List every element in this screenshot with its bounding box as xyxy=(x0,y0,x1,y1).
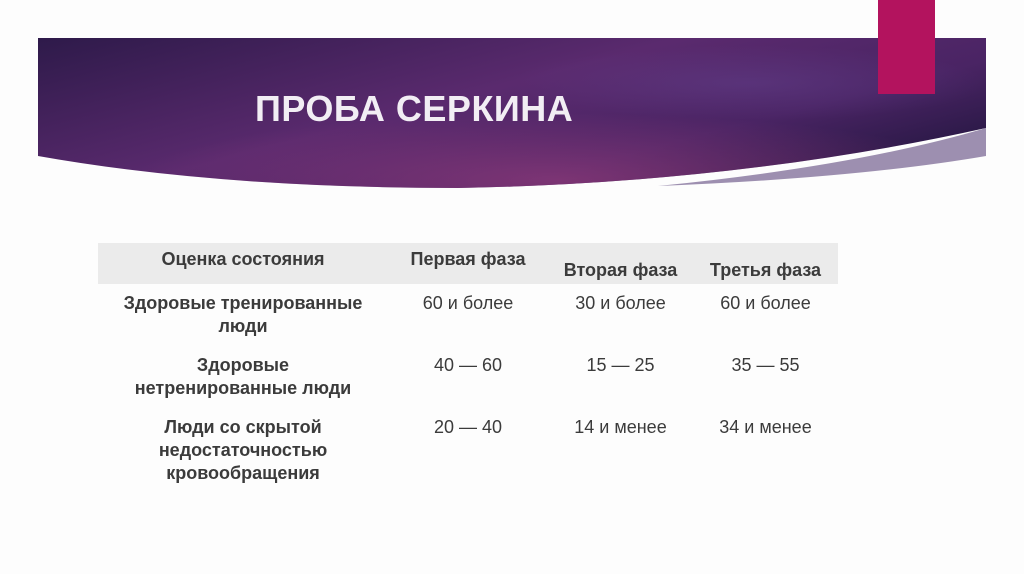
phase-1-value: 20 — 40 xyxy=(433,417,503,437)
table-row xyxy=(98,408,838,493)
serkin-test-table xyxy=(98,243,838,493)
row-label-line: нетренированные люди xyxy=(134,378,352,398)
phase-1-value: 60 и более xyxy=(422,293,514,313)
row-label xyxy=(98,408,388,493)
phase-2-value: 30 и более xyxy=(575,293,666,313)
row-label-line: недостаточностью xyxy=(158,440,328,460)
row-label-line: Люди со скрытой xyxy=(164,417,322,437)
accent-tab xyxy=(878,0,935,94)
table-header-row xyxy=(98,243,838,284)
header-phase-2: Вторая фаза xyxy=(563,260,678,280)
table-row xyxy=(98,284,838,346)
row-label xyxy=(98,284,388,346)
phase-2-value: 14 и менее xyxy=(574,417,667,437)
phase-3-value: 60 и более xyxy=(720,293,811,313)
phase-3-value: 34 и менее xyxy=(719,417,812,437)
row-label-line: люди xyxy=(218,316,268,336)
header-phase-3: Третья фаза xyxy=(709,260,822,280)
row-label-line: кровообращения xyxy=(166,463,320,483)
phase-2-value: 15 — 25 xyxy=(586,355,655,375)
results-table xyxy=(98,243,838,493)
phase-1-value: 40 — 60 xyxy=(433,355,503,375)
table-row xyxy=(98,346,838,408)
header-condition: Оценка состояния xyxy=(161,249,325,269)
phase-3-value: 35 — 55 xyxy=(731,355,800,375)
row-label-line: Здоровые тренированные xyxy=(123,293,363,313)
slide-title: ПРОБА СЕРКИНА xyxy=(255,88,574,129)
header-phase-1: Первая фаза xyxy=(410,249,526,269)
row-label xyxy=(98,346,388,408)
row-label-line: Здоровые xyxy=(196,355,290,375)
